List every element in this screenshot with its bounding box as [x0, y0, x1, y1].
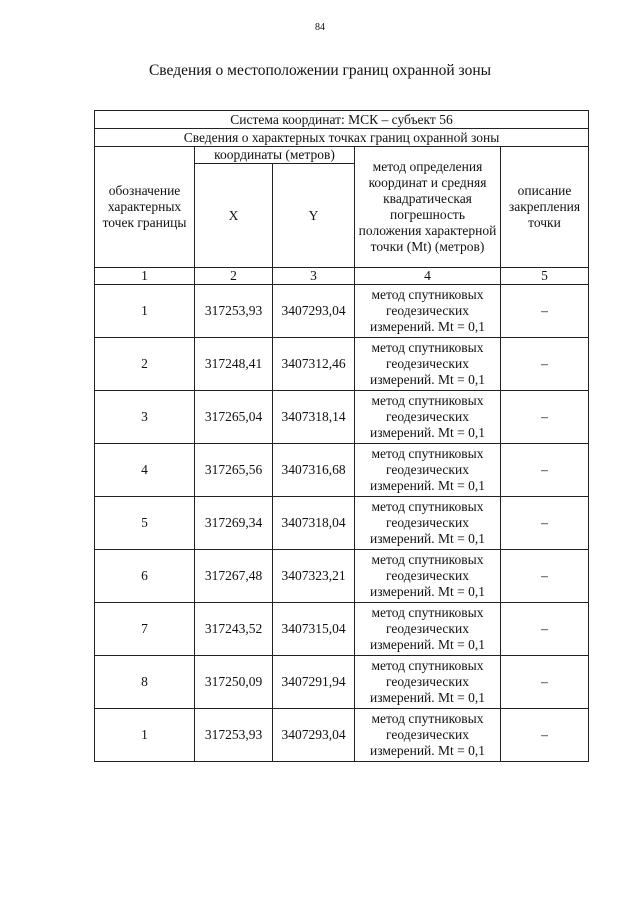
method-line: геодезических	[386, 674, 469, 689]
method-cell	[355, 497, 501, 550]
method-line: метод спутниковых	[371, 658, 484, 673]
method-line: измерений. Mt = 0,1	[369, 319, 486, 334]
point-number: 5	[95, 497, 195, 550]
method-line: измерений. Mt = 0,1	[369, 743, 486, 758]
point-description: –	[501, 656, 589, 709]
y-coordinate: 3407312,46	[273, 338, 355, 391]
x-coordinate: 317250,09	[195, 656, 273, 709]
method-line: метод спутниковых	[371, 340, 484, 355]
table-row	[95, 444, 589, 497]
method-line: геодезических	[386, 727, 469, 742]
method-line: метод спутниковых	[371, 499, 484, 514]
x-coordinate: 317265,56	[195, 444, 273, 497]
table-row	[95, 550, 589, 603]
point-number: 1	[95, 285, 195, 338]
system-row	[95, 111, 589, 129]
x-coordinate: 317269,34	[195, 497, 273, 550]
method-cell	[355, 391, 501, 444]
y-coordinate: 3407318,14	[273, 391, 355, 444]
y-coordinate: 3407316,68	[273, 444, 355, 497]
column-numbers-row	[95, 268, 589, 285]
point-number: 4	[95, 444, 195, 497]
method-line: метод спутниковых	[371, 446, 484, 461]
header-x: X	[195, 164, 273, 268]
method-line: метод спутниковых	[371, 393, 484, 408]
point-number: 7	[95, 603, 195, 656]
point-description: –	[501, 444, 589, 497]
method-line: геодезических	[386, 621, 469, 636]
method-line: геодезических	[386, 568, 469, 583]
method-line: геодезических	[386, 462, 469, 477]
y-coordinate: 3407293,04	[273, 285, 355, 338]
table-row	[95, 709, 589, 762]
page-number: 84	[315, 22, 325, 33]
column-number: 1	[95, 268, 195, 285]
header-y: Y	[273, 164, 355, 268]
points-info-cell: Сведения о характерных точках границ охранной зоны	[95, 129, 589, 147]
method-line: метод спутниковых	[371, 711, 484, 726]
method-cell	[355, 603, 501, 656]
method-line: измерений. Mt = 0,1	[369, 372, 486, 387]
point-description: –	[501, 603, 589, 656]
point-description: –	[501, 550, 589, 603]
header-method: метод определения координат и средняя квадратическая погрешность положения характерной точки (Mt) (метров)	[355, 147, 501, 268]
method-line: измерений. Mt = 0,1	[369, 531, 486, 546]
method-cell	[355, 656, 501, 709]
table-row	[95, 603, 589, 656]
point-description: –	[501, 709, 589, 762]
point-number: 8	[95, 656, 195, 709]
point-description: –	[501, 391, 589, 444]
x-coordinate: 317243,52	[195, 603, 273, 656]
table-row	[95, 338, 589, 391]
method-line: измерений. Mt = 0,1	[369, 478, 486, 493]
method-line: метод спутниковых	[371, 605, 484, 620]
method-line: измерений. Mt = 0,1	[369, 637, 486, 652]
method-line: геодезических	[386, 303, 469, 318]
point-number: 2	[95, 338, 195, 391]
x-coordinate: 317248,41	[195, 338, 273, 391]
x-coordinate: 317265,04	[195, 391, 273, 444]
y-coordinate: 3407291,94	[273, 656, 355, 709]
coordinates-table	[94, 110, 589, 762]
method-line: метод спутниковых	[371, 552, 484, 567]
method-cell	[355, 338, 501, 391]
point-description: –	[501, 338, 589, 391]
coordinate-system-cell: Система координат: МСК – субъект 56	[95, 111, 589, 129]
table-row	[95, 656, 589, 709]
method-line: геодезических	[386, 356, 469, 371]
method-cell	[355, 444, 501, 497]
x-coordinate: 317267,48	[195, 550, 273, 603]
method-line: измерений. Mt = 0,1	[369, 584, 486, 599]
point-number: 6	[95, 550, 195, 603]
header-description: описание закрепления точки	[501, 147, 589, 268]
document-title: Сведения о местоположении границ охранной зоны	[148, 62, 492, 79]
method-line: геодезических	[386, 515, 469, 530]
point-number: 3	[95, 391, 195, 444]
table-row	[95, 285, 589, 338]
x-coordinate: 317253,93	[195, 285, 273, 338]
point-description: –	[501, 285, 589, 338]
y-coordinate: 3407318,04	[273, 497, 355, 550]
method-cell	[355, 550, 501, 603]
header-row	[95, 147, 589, 164]
method-line: измерений. Mt = 0,1	[369, 425, 486, 440]
column-number: 3	[273, 268, 355, 285]
column-number: 5	[501, 268, 589, 285]
method-line: измерений. Mt = 0,1	[369, 690, 486, 705]
table-row	[95, 391, 589, 444]
header-designation: обозначение характерных точек границы	[95, 147, 195, 268]
point-description: –	[501, 497, 589, 550]
point-number: 1	[95, 709, 195, 762]
info-row	[95, 129, 589, 147]
method-cell	[355, 709, 501, 762]
table-row	[95, 497, 589, 550]
method-line: метод спутниковых	[371, 287, 484, 302]
column-number: 4	[355, 268, 501, 285]
y-coordinate: 3407315,04	[273, 603, 355, 656]
method-line: геодезических	[386, 409, 469, 424]
header-coordinates: координаты (метров)	[195, 147, 355, 164]
column-number: 2	[195, 268, 273, 285]
y-coordinate: 3407293,04	[273, 709, 355, 762]
y-coordinate: 3407323,21	[273, 550, 355, 603]
method-cell	[355, 285, 501, 338]
x-coordinate: 317253,93	[195, 709, 273, 762]
